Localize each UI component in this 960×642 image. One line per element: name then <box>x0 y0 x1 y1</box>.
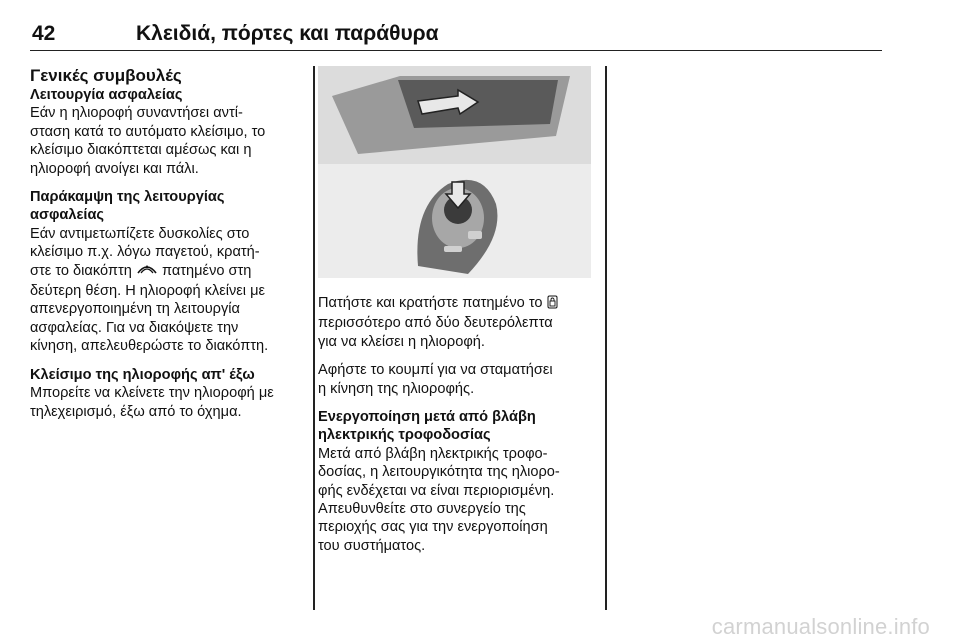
activation-after-power-failure-heading: Ενεργοποίηση μετά από βλάβη ηλεκτρικής τροφοδοσίας <box>318 409 536 444</box>
key-fob-lock-icon <box>547 295 558 314</box>
safety-function-heading: Λειτουργία ασφαλείας <box>30 87 183 103</box>
override-text-part-b: πατημένο στη δεύτερη θέση. Η ηλιοροφή κλείνει με απενεργοποιημένη τη λειτουργία ασφαλείας. Για να διακόψετε την κίνηση, απελευθερώστε το διακόπτη. <box>30 262 269 355</box>
safety-function-text: Εάν η ηλιοροφή συναντήσει αντί- σταση κατά το αυτόματο κλείσιμο, το κλείσιμο διακόπτεται αμέσως και η ηλιοροφή ανοίγει και πάλι. <box>30 105 266 177</box>
close-from-outside-text: Μπορείτε να κλείνετε την ηλιοροφή με τηλεχειρισμό, έξω από το όχημα. <box>30 385 274 420</box>
override-text <box>30 225 306 356</box>
section-title: Γενικές συμβουλές <box>30 66 182 85</box>
chapter-title: Κλειδιά, πόρτες και παράθυρα <box>136 22 439 45</box>
left-column <box>30 66 306 421</box>
trunk-button <box>444 246 462 252</box>
activation-after-power-failure-text: Μετά από βλάβη ηλεκτρικής τροφο- δοσίας, η λειτουργικότητα της ηλιορο- φής ενδέχεται να είναι περιορισμένη. Απευθυνθείτε στο συνεργείο της περιοχής σας για την ενεργοποίηση του συστήματος. <box>318 445 560 554</box>
override-text-part-a: Εάν αντιμετωπίζετε δυσκολίες στο κλείσιμο π.χ. λόγω παγετού, κρατή- στε το διακόπτη <box>30 225 260 279</box>
unlock-button <box>468 231 482 239</box>
override-heading: Παράκαμψη της λειτουργίας ασφαλείας <box>30 189 225 224</box>
watermark: carmanualsonline.info <box>711 614 930 639</box>
column-divider-right <box>605 66 607 610</box>
column-divider-left <box>313 66 315 610</box>
sunroof-switch-icon <box>136 263 158 282</box>
close-from-outside-heading: Κλείσιμο της ηλιοροφής απ' έξω <box>30 366 255 383</box>
page-header <box>30 20 882 51</box>
sunroof-and-key-fob-illustration <box>318 66 591 278</box>
press-and-hold-part-b: περισσότερο από δύο δευτερόλεπτα για να κλείσει η ηλιοροφή. <box>318 315 553 350</box>
press-and-hold-part-a: Πατήστε και κρατήστε πατημένο το <box>318 295 543 311</box>
press-and-hold-text <box>318 294 598 351</box>
page-number: 42 <box>32 22 56 45</box>
release-button-text: Αφήστε το κουμπί για να σταματήσει η κίνηση της ηλιοροφής. <box>318 362 553 397</box>
middle-column <box>318 294 598 555</box>
